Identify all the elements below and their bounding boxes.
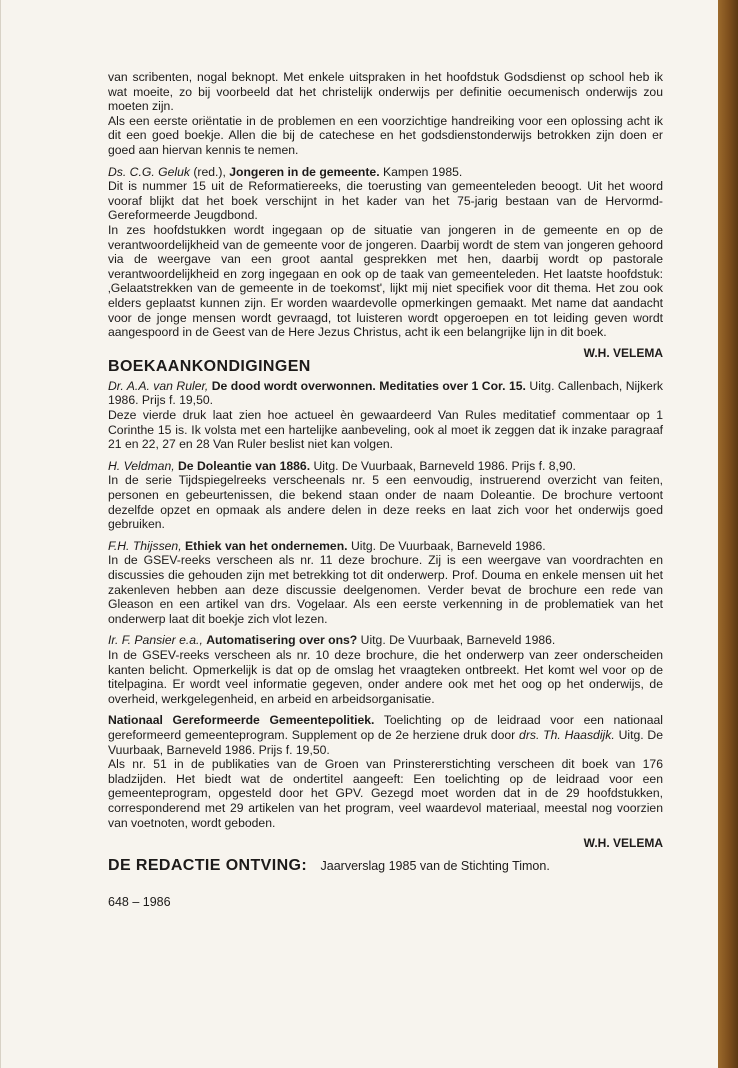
announcement-3-publication: Uitg. De Vuurbaak, Barneveld 1986. [350, 538, 546, 553]
announcement-3-author: F.H. Thijssen, [108, 538, 182, 553]
announcement-3-body: In de GSEV-reeks verscheen als nr. 11 deze brochure. Zij is een weergave van voordrachten en discussies die gehouden zijn met betrekking tot dit onderwerp. Prof. Douma en enkele mensen uit het zakenleven hebben aan deze discussie deelgenomen. Verder bevat de brochure een rede van Gleason en een artikel van drs. Vogelaar. Als een eerste verkenning in de problematiek van het onderwerp laat dit boekje zich vlot lezen. [108, 553, 663, 626]
announcement-4-body: In de GSEV-reeks verscheen als nr. 10 deze brochure, die het onderwerp van zeer onderscheiden kanten belicht. Opmerkelijk is dat op de omslag het vraagteken ontbreekt. Het komt wel voor op de titelpagina. Er wordt veel informatie gegeven, onder andere ook met het oog op het onderwijs, de overheid, werkgelegenheid, en arbeid en arbeidsorganisatie. [108, 647, 663, 706]
intro-paragraph-2: Als een eerste oriëntatie in de problemen en een voorzichtige handreiking voor een oplossing acht ik dit een goed boekje. Allen die bij de catechese en het godsdienstonderwijs betrokken zijn doen er goed aan hiervan kennis te nemen. [108, 113, 663, 157]
review-editor-note: (red.), [193, 164, 226, 179]
announcement-2-body: In de serie Tijdspiegelreeks verscheenals nr. 5 een eenvoudig, instruerend overzicht van feiten, personen en gebeurtenissen, die bekend staan onder de naam Doleantie. De brochure vertoont dezelfde opzet en opmaak als andere delen in deze reeks en laat zich voor het onderwijs goed gebruiken. [108, 473, 663, 532]
page-number: 648 – 1986 [108, 895, 171, 910]
announcement-5-heading [108, 713, 663, 757]
book-spine-edge [718, 0, 738, 1068]
announcement-2-author: H. Veldman, [108, 458, 175, 473]
section-heading: BOEKAANKONDIGINGEN [108, 358, 311, 376]
announcement-4-author: Ir. F. Pansier e.a., [108, 633, 203, 648]
review-publication: Kampen 1985. [383, 164, 463, 179]
announcement-5-title: Nationaal Gereformeerde Gemeentepolitiek. [108, 713, 375, 728]
review-paragraph-1: Dit is nummer 15 uit de Reformatiereeks, die toerusting van gemeenteleden beoogt. Uit het woord vooraf blijkt dat het boek verschijnt in het kader van het 75-jarig bestaan van de Hervormd-Gereformeerde Jeugdbond. [108, 179, 663, 223]
announcement-1-author: Dr. A.A. van Ruler, [108, 378, 209, 393]
received-line [108, 856, 663, 874]
announcement-4-title: Automatisering over ons? [206, 633, 358, 648]
announcement-4-publication: Uitg. De Vuurbaak, Barneveld 1986. [360, 633, 556, 648]
announcement-2-title: De Doleantie van 1886. [178, 458, 311, 473]
announcement-3-heading [108, 539, 663, 554]
announcement-1-publication: Uitg. Callenbach, Nijkerk 1986. Prijs f. 19,50. [108, 378, 663, 408]
announcement-5-author: drs. Th. Haasdijk. [519, 727, 615, 742]
intro-paragraph-1: van scribenten, nogal beknopt. Met enkele uitspraken in het hoofdstuk Godsdienst op school heb ik wat moeite, zo bij voorbeeld dat het christelijk onderwijs per definitie oecumenisch onderwijs zou moeten zijn. [108, 70, 663, 114]
announcement-4-heading [108, 633, 663, 648]
announcement-1-title: De dood wordt overwonnen. Meditaties over 1 Cor. 15. [211, 378, 526, 393]
announcement-1-heading [108, 379, 663, 408]
announcement-5-body: Als nr. 51 in de publikaties van de Groen van Prinstererstichting verscheen dit boek van 176 bladzijden. Het biedt wat de ondertitel aangeeft: Een toelichting op de leidraad voor een gemeenteprogram, opgesteld door het GPV. Gezegd moet worden dat in de 29 hoofdstukken, corresponderend met 29 artikelen van het program, veel waardevol materiaal, meestal nog voorzien van voetnoten, wordt geboden. [108, 757, 663, 830]
announcement-signature: W.H. VELEMA [583, 836, 663, 851]
review-heading [108, 165, 663, 180]
review-author: Ds. C.G. Geluk [108, 164, 190, 179]
received-heading: DE REDACTIE ONTVING: [108, 856, 308, 874]
announcement-3-title: Ethiek van het ondernemen. [185, 538, 348, 553]
received-item: Jaarverslag 1985 van de Stichting Timon. [320, 858, 550, 873]
announcement-1-body: Deze vierde druk laat zien hoe actueel èn gewaardeerd Van Rules meditatief commentaar op 1 Corinthe 15 is. Ik volsta met een hartelijke aanbeveling, ook al moet ik zeggen dat ik inzake paragraaf 21 en 22, 27 en 28 Van Ruler beslist niet kan volgen. [108, 408, 663, 452]
announcement-5-publisher: Uitg. De Vuurbaak, Barneveld 1986. Prijs f. 19,50. [108, 727, 664, 757]
review-paragraph-2: In zes hoofdstukken wordt ingegaan op de situatie van jongeren in de gemeente en op de verantwoordelijkheid van de gemeente voor de jongeren. Daarbij wordt de stem van jongeren gehoord via de weergave van een groot aantal gesprekken met hen, daarbij wordt op pastorale verantwoordelijkheid en zorg ingegaan en ook op de taak van gemeenteleden. Het laatste hoofdstuk: ‚Gelaatstrekken van de gemeente in de toekomst', lijkt mij niet specifiek voor dit thema. Het zou ook elders geplaatst kunnen zijn. Er worden waardevolle opmerkingen gemaakt. Met name dat aandacht voor de jonge mensen wordt gevraagd, tot luisteren wordt opgeroepen en tot leiding geven wordt aangespoord in de Geest van de Here Jezus Christus, acht ik een belangrijke lijn in dit boek. [108, 222, 663, 340]
review-signature: W.H. VELEMA [583, 345, 663, 360]
announcement-2-heading [108, 459, 663, 474]
announcement-5-publication: Toelichting op de leidraad voor een nationaal gereformeerd gemeenteprogram. Supplement op de 2e herziene druk door [108, 713, 663, 742]
announcement-2-publication: Uitg. De Vuurbaak, Barneveld 1986. Prijs f. 8,90. [313, 458, 576, 473]
article-column [108, 70, 663, 910]
review-title: Jongeren in de gemeente. [229, 164, 380, 179]
